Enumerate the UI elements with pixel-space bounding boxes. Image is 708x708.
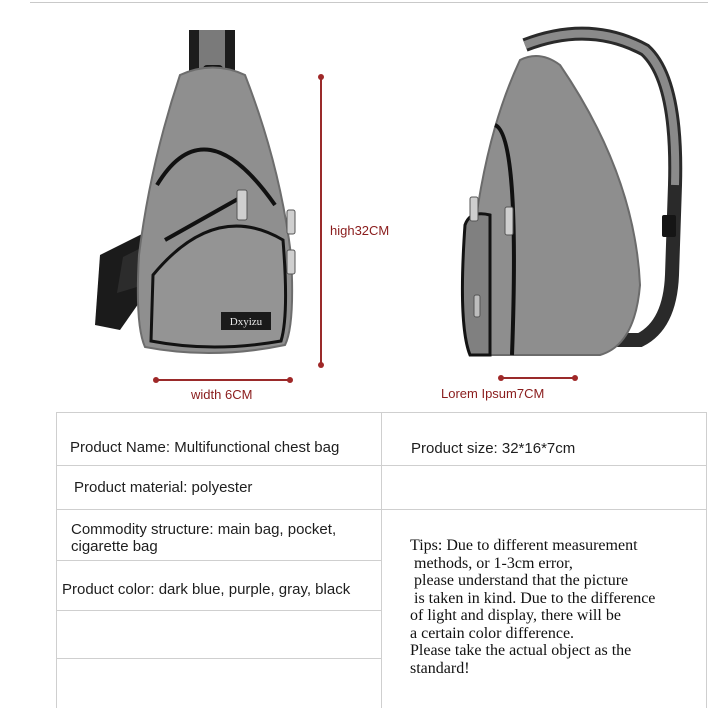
bag-side-image xyxy=(450,25,695,370)
product-size-cell: Product size: 32*16*7cm xyxy=(411,440,576,457)
product-color-cell: Product color: dark blue, purple, gray, black xyxy=(62,581,351,598)
product-material-cell: Product material: polyester xyxy=(74,479,253,496)
grid-line xyxy=(56,560,381,561)
product-name-cell: Product Name: Multifunctional chest bag xyxy=(70,439,340,456)
dimension-dot xyxy=(572,375,578,381)
brand-logo: Dxyizu xyxy=(229,316,263,328)
dimension-dot xyxy=(318,362,324,368)
dimension-line xyxy=(156,379,290,381)
width-label: width 6CM xyxy=(191,387,253,402)
tips-note: Tips: Due to different measurement methods, or 1-3cm error, please understand that the picture is taken in kind. Due to the difference of light and display, there will be a certain color difference. Please take the actual object as the standard! xyxy=(410,537,656,677)
dimension-line xyxy=(501,377,575,379)
depth-label: Lorem Ipsum7CM xyxy=(441,386,545,401)
grid-line xyxy=(56,412,57,708)
dimension-dot xyxy=(287,377,293,383)
depth-dimension-line xyxy=(498,375,578,381)
dimension-line xyxy=(320,77,322,365)
top-divider xyxy=(30,2,708,3)
grid-line xyxy=(381,412,382,708)
height-label: high32CM xyxy=(330,223,390,238)
commodity-structure-cell: Commodity structure: main bag, pocket, cigarette bag xyxy=(71,521,337,555)
bag-front-image xyxy=(95,25,305,360)
grid-line xyxy=(56,610,381,611)
grid-line xyxy=(56,658,381,659)
grid-line xyxy=(706,412,707,708)
height-dimension-line xyxy=(318,74,324,368)
width-dimension-line xyxy=(153,377,293,383)
